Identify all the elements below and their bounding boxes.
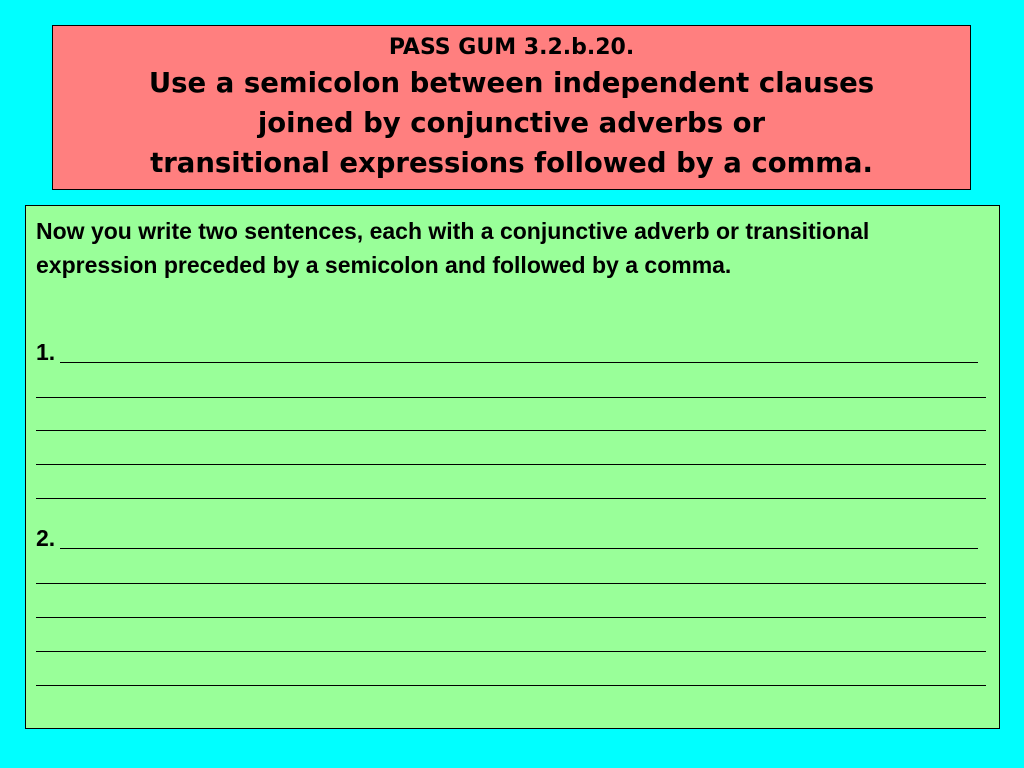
prompt-2-answer-line[interactable]	[36, 685, 986, 686]
title-banner	[52, 25, 971, 190]
exercise-instructions: Now you write two sentences, each with a conjunctive adverb or transitional expression preceded by a semicolon and followed by a comma.	[36, 218, 870, 278]
prompt-1-answer-line[interactable]	[36, 464, 986, 465]
prompt-2-answer-line[interactable]	[36, 651, 986, 652]
prompt-2-label: 2.	[36, 525, 56, 551]
lesson-code: PASS GUM 3.2.b.20.	[388, 35, 635, 60]
prompt-1-answer-line[interactable]	[60, 362, 978, 363]
prompt-1-answer-line[interactable]	[36, 498, 986, 499]
rule-line-2: joined by conjunctive adverbs or	[257, 107, 766, 139]
prompt-2-answer-line[interactable]	[60, 548, 978, 549]
prompt-1-label: 1.	[36, 339, 56, 365]
rule-line-3: transitional expressions followed by a comma.	[150, 147, 873, 179]
exercise-panel	[25, 205, 1000, 729]
prompt-1-answer-line[interactable]	[36, 397, 986, 398]
prompt-1-answer-line[interactable]	[36, 430, 986, 431]
rule-heading	[53, 63, 970, 183]
prompt-2-answer-line[interactable]	[36, 617, 986, 618]
rule-line-1: Use a semicolon between independent clauses	[148, 67, 875, 99]
prompt-2-answer-line[interactable]	[36, 583, 986, 584]
